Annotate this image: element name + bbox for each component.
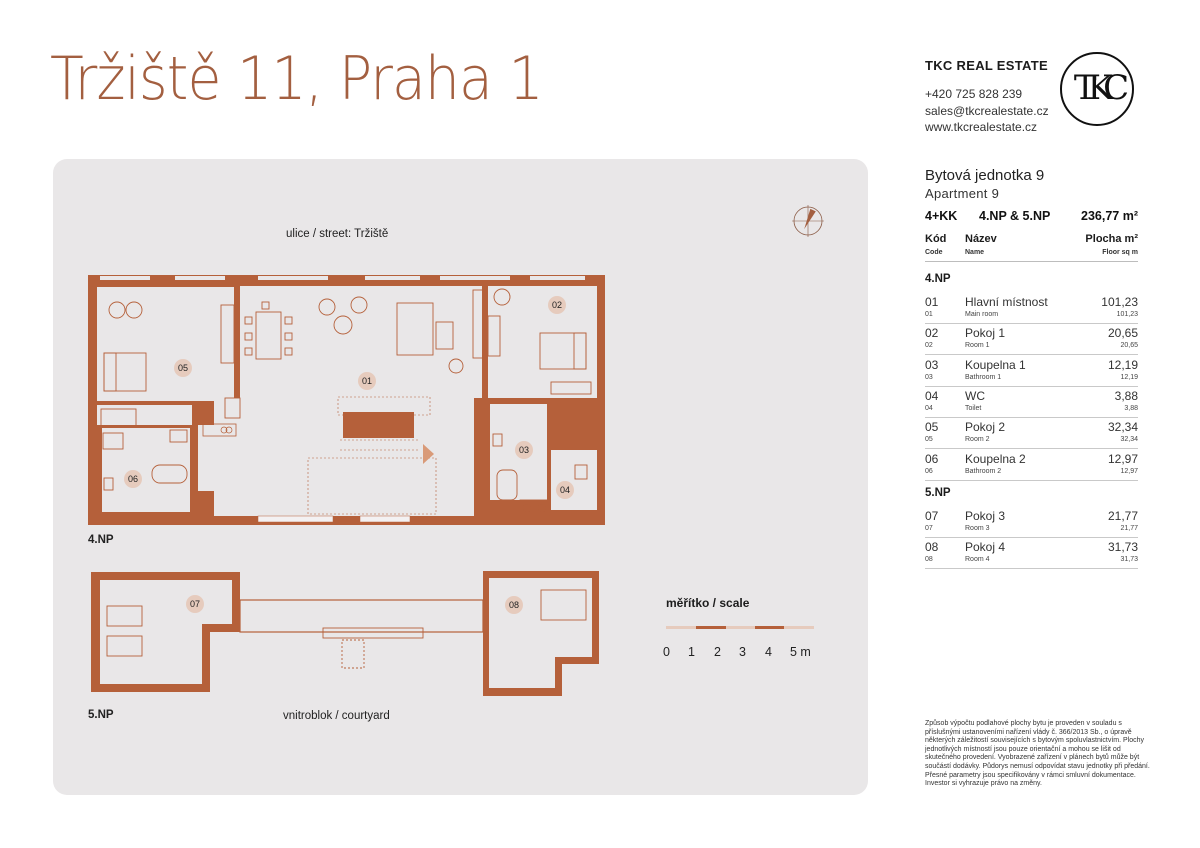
row-area: 101,23: [1101, 295, 1138, 309]
row-area-sub: 12,19: [1120, 373, 1138, 381]
row-code: 04: [925, 388, 939, 403]
row-code: 02: [925, 326, 939, 341]
row-area: 3,88: [1114, 388, 1138, 403]
unit-subtitle: Apartment 9: [925, 186, 1000, 201]
table-row: [925, 418, 1138, 449]
scale-mark: 5 m: [790, 645, 811, 659]
row-area: 12,19: [1107, 357, 1138, 372]
badge-08: 08: [508, 600, 520, 610]
badge-07: 07: [189, 599, 201, 609]
row-code-sub: 05: [925, 436, 933, 444]
row-name: Hlavní místnost: [965, 295, 1048, 309]
scale-mark: 3: [739, 645, 746, 659]
website-link[interactable]: www.tkcrealestate.cz: [925, 120, 1038, 134]
header-name-sub: Name: [965, 249, 985, 256]
row-name: Pokoj 4: [965, 540, 1006, 555]
room-04-area: [551, 450, 597, 510]
row-name-en: Room 4: [965, 556, 990, 564]
table-floor-5: 5.NP: [925, 487, 951, 499]
badge-02: 02: [551, 300, 563, 310]
floor-4-label: 4.NP: [88, 534, 114, 546]
row-code: 06: [925, 451, 939, 466]
header-area-sub: Floor sq m: [1102, 249, 1138, 256]
scale-mark: 4: [765, 645, 772, 659]
header-code-sub: Code: [925, 249, 943, 256]
row-code-sub: 02: [925, 342, 933, 350]
row-name: Pokoj 2: [965, 420, 1006, 435]
row-code-sub: 08: [925, 556, 933, 564]
unit-floors: 4.NP & 5.NP: [979, 209, 1051, 223]
badge-04: 04: [559, 485, 571, 495]
table-header: [925, 233, 1138, 262]
row-code: 07: [925, 509, 939, 523]
compass-icon: [792, 205, 824, 237]
table-row: [925, 356, 1138, 387]
row-area-sub: 21,77: [1120, 525, 1138, 532]
table-floor-4: 4.NP: [925, 273, 951, 285]
row-name: Koupelna 1: [965, 357, 1026, 372]
logo-text: TKC: [1073, 68, 1121, 108]
row-name-en: Room 2: [965, 436, 990, 444]
row-name: Koupelna 2: [965, 451, 1026, 466]
row-name-en: Bathroom 1: [965, 373, 1002, 381]
badge-05: 05: [177, 363, 189, 373]
row-name-en: Bathroom 2: [965, 467, 1002, 475]
row-area-sub: 3,88: [1124, 404, 1138, 412]
row-area-sub: 20,65: [1120, 342, 1138, 350]
row-area-sub: 12,97: [1120, 467, 1138, 475]
floor-5-plan: [91, 571, 599, 696]
header-area: Plocha m²: [1085, 233, 1138, 245]
row-code: 05: [925, 420, 939, 435]
row-code: 03: [925, 357, 939, 372]
floor-5-label: 5.NP: [88, 709, 114, 721]
company-name: TKC REAL ESTATE: [925, 58, 1048, 73]
email-link[interactable]: sales@tkcrealestate.cz: [925, 103, 1049, 118]
row-name: Pokoj 3: [965, 509, 1006, 523]
row-name: WC: [965, 388, 985, 403]
table-row: [925, 538, 1138, 569]
table-row: [925, 387, 1138, 418]
row-area-sub: 31,73: [1120, 556, 1138, 564]
scale-title: měřítko / scale: [666, 596, 750, 610]
row-code-sub: 01: [925, 311, 933, 318]
row-code: 01: [925, 295, 939, 309]
scale-mark: 2: [714, 645, 721, 659]
scale-bar: [666, 626, 814, 629]
page-title: Tržiště 11, Praha 1: [50, 44, 543, 114]
room-06-area: [102, 428, 190, 512]
row-name: Pokoj 1: [965, 326, 1006, 341]
row-code: 08: [925, 540, 939, 555]
table-row: [925, 450, 1138, 481]
row-code-sub: 04: [925, 404, 933, 412]
unit-total-area: 236,77 m²: [1081, 209, 1138, 223]
row-code-sub: 03: [925, 373, 933, 381]
row-name-en: Main room: [965, 311, 999, 318]
street-label: ulice / street: Tržiště: [286, 228, 389, 240]
table-row: [925, 293, 1138, 324]
row-area: 12,97: [1107, 451, 1138, 466]
floor-4-plan: [88, 275, 605, 525]
phone-number[interactable]: +420 725 828 239: [925, 87, 1023, 101]
scale-mark: 1: [688, 645, 695, 659]
unit-layout: 4+KK: [925, 209, 958, 223]
header-code: Kód: [925, 233, 947, 245]
row-area: 21,77: [1107, 509, 1138, 523]
badge-06: 06: [127, 474, 139, 484]
table-row: [925, 507, 1138, 538]
disclaimer: Způsob výpočtu podlahové plochy bytu je proveden v souladu s příslušnými ustanoveními nařízení vlády č. 366/2013 Sb., o úpravě některých záležitostí souvisejících s bytovým spoluvlastnictvím. Plochy jednotlivých místností jsou pouze orientační a mohou se lišit od skutečného provedení. Vyobrazené zařízení v plánech bytů může být součástí dodávky. Půdorys nemusí odpovídat stavu jednotky při předání. Přesné parametry jsou specifikovány v rámci smluvní dokumentace. Investor si vyhrazuje právo na změny.: [925, 720, 1150, 788]
unit-title: Bytová jednotka 9: [925, 167, 1045, 184]
row-code-sub: 06: [925, 467, 933, 475]
room-05-area: [97, 287, 234, 401]
scale-mark: 0: [663, 645, 670, 659]
badge-03: 03: [518, 445, 530, 455]
row-name-en: Room 3: [965, 525, 990, 532]
row-name-en: Room 1: [965, 342, 990, 350]
row-area: 32,34: [1107, 420, 1138, 435]
row-area: 20,65: [1107, 326, 1138, 341]
header-name: Název: [965, 233, 997, 245]
courtyard-label: vnitroblok / courtyard: [283, 710, 390, 722]
row-name-en: Toilet: [965, 404, 982, 412]
row-area: 31,73: [1107, 540, 1138, 555]
scale-marks: [659, 645, 829, 661]
row-code-sub: 07: [925, 525, 933, 532]
row-area-sub: 32,34: [1120, 436, 1138, 444]
table-row: [925, 324, 1138, 355]
room-02-area: [488, 286, 597, 398]
row-area-sub: 101,23: [1116, 311, 1138, 318]
badge-01: 01: [361, 376, 373, 386]
